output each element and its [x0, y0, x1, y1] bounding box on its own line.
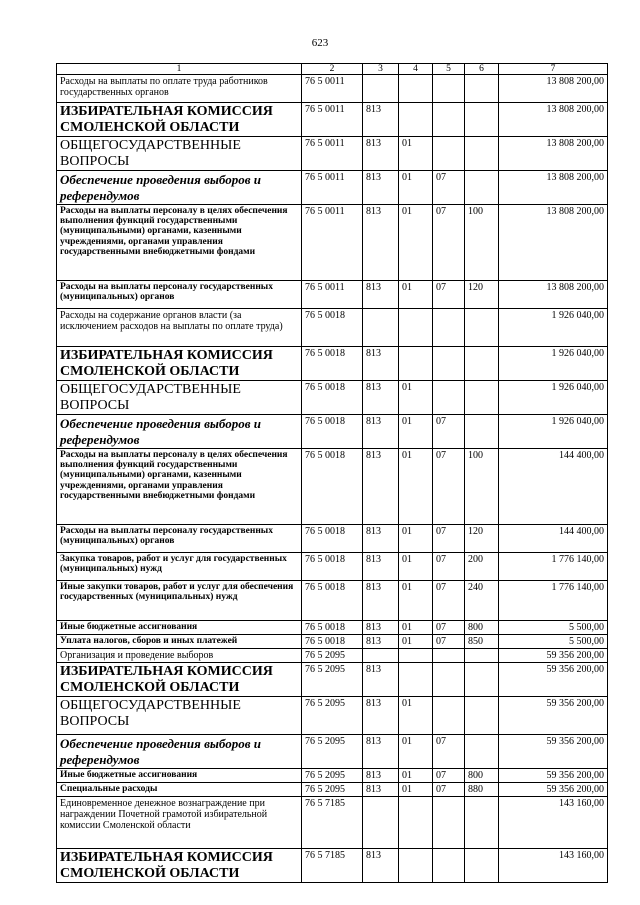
department-code	[363, 797, 399, 849]
section-code: 01	[399, 621, 433, 635]
department-code: 813	[363, 171, 399, 205]
table-row	[57, 449, 608, 525]
section-code	[399, 75, 433, 103]
amount: 13 808 200,00	[499, 103, 608, 137]
table-row	[57, 171, 608, 205]
table-row	[57, 735, 608, 769]
row-description: Расходы на содержание органов власти (за исключением расходов на выплаты по оплате труда)	[57, 309, 302, 347]
department-code: 813	[363, 415, 399, 449]
subsection-code: 07	[433, 621, 465, 635]
amount: 13 808 200,00	[499, 281, 608, 309]
row-description: ОБЩЕГОСУДАРСТВЕННЫЕ ВОПРОСЫ	[57, 697, 302, 735]
section-code: 01	[399, 581, 433, 621]
row-description: Единовременное денежное вознаграждение при награждении Почетной грамотой избирательной комиссии Смоленской области	[57, 797, 302, 849]
section-code	[399, 309, 433, 347]
row-description: Иные бюджетные ассигнования	[57, 621, 302, 635]
target-article-code: 76 5 0018	[302, 553, 363, 581]
amount: 5 500,00	[499, 635, 608, 649]
row-description: Обеспечение проведения выборов и референдумов	[57, 735, 302, 769]
row-description: Расходы на выплаты по оплате труда работников государственных органов	[57, 75, 302, 103]
amount: 13 808 200,00	[499, 171, 608, 205]
section-code: 01	[399, 281, 433, 309]
row-description: Иные бюджетные ассигнования	[57, 769, 302, 783]
department-code: 813	[363, 553, 399, 581]
section-code: 01	[399, 171, 433, 205]
expense-type-code	[465, 137, 499, 171]
section-code: 01	[399, 769, 433, 783]
expense-type-code: 100	[465, 205, 499, 281]
table-row	[57, 75, 608, 103]
department-code: 813	[363, 205, 399, 281]
department-code: 813	[363, 525, 399, 553]
table-row	[57, 621, 608, 635]
row-description: Специальные расходы	[57, 783, 302, 797]
expense-type-code: 200	[465, 553, 499, 581]
target-article-code: 76 5 0018	[302, 381, 363, 415]
section-code: 01	[399, 449, 433, 525]
subsection-code: 07	[433, 783, 465, 797]
target-article-code: 76 5 2095	[302, 769, 363, 783]
department-code: 813	[363, 347, 399, 381]
table-row	[57, 581, 608, 621]
table-row	[57, 769, 608, 783]
target-article-code: 76 5 0018	[302, 581, 363, 621]
table-row	[57, 525, 608, 553]
table-row	[57, 649, 608, 663]
subsection-code: 07	[433, 171, 465, 205]
table-row	[57, 415, 608, 449]
expense-type-code	[465, 663, 499, 697]
section-code: 01	[399, 553, 433, 581]
subsection-code	[433, 663, 465, 697]
row-description: Организация и проведение выборов	[57, 649, 302, 663]
subsection-code: 07	[433, 769, 465, 783]
expense-type-code	[465, 75, 499, 103]
expense-type-code	[465, 103, 499, 137]
amount: 143 160,00	[499, 849, 608, 883]
amount: 13 808 200,00	[499, 137, 608, 171]
department-code: 813	[363, 449, 399, 525]
department-code	[363, 309, 399, 347]
section-code: 01	[399, 381, 433, 415]
amount: 144 400,00	[499, 525, 608, 553]
row-description: Расходы на выплаты персоналу государственных (муниципальных) органов	[57, 281, 302, 309]
target-article-code: 76 5 0018	[302, 309, 363, 347]
amount: 59 356 200,00	[499, 697, 608, 735]
column-number: 6	[465, 64, 499, 75]
subsection-code	[433, 75, 465, 103]
amount: 1 776 140,00	[499, 553, 608, 581]
amount: 13 808 200,00	[499, 75, 608, 103]
row-description: Обеспечение проведения выборов и референдумов	[57, 415, 302, 449]
expense-type-code	[465, 415, 499, 449]
section-code: 01	[399, 697, 433, 735]
table-row	[57, 309, 608, 347]
column-number: 3	[363, 64, 399, 75]
department-code: 813	[363, 663, 399, 697]
expense-type-code	[465, 735, 499, 769]
subsection-code: 07	[433, 281, 465, 309]
section-code: 01	[399, 635, 433, 649]
subsection-code	[433, 381, 465, 415]
table-row	[57, 663, 608, 697]
amount: 59 356 200,00	[499, 783, 608, 797]
page-number: 623	[311, 37, 329, 49]
department-code: 813	[363, 697, 399, 735]
table-row	[57, 137, 608, 171]
department-code: 813	[363, 635, 399, 649]
amount: 59 356 200,00	[499, 769, 608, 783]
table-row	[57, 103, 608, 137]
subsection-code	[433, 137, 465, 171]
subsection-code	[433, 103, 465, 137]
department-code	[363, 649, 399, 663]
section-code	[399, 649, 433, 663]
column-number: 5	[433, 64, 465, 75]
row-description: ОБЩЕГОСУДАРСТВЕННЫЕ ВОПРОСЫ	[57, 137, 302, 171]
table-row	[57, 635, 608, 649]
expense-type-code: 880	[465, 783, 499, 797]
department-code: 813	[363, 621, 399, 635]
expense-type-code: 120	[465, 281, 499, 309]
row-description: Обеспечение проведения выборов и референдумов	[57, 171, 302, 205]
budget-table	[56, 63, 608, 883]
amount: 1 776 140,00	[499, 581, 608, 621]
subsection-code	[433, 849, 465, 883]
target-article-code: 76 5 2095	[302, 697, 363, 735]
section-code	[399, 347, 433, 381]
target-article-code: 76 5 2095	[302, 663, 363, 697]
table-row	[57, 205, 608, 281]
amount: 59 356 200,00	[499, 663, 608, 697]
target-article-code: 76 5 0018	[302, 635, 363, 649]
expense-type-code	[465, 649, 499, 663]
column-number-row	[57, 64, 608, 75]
row-description: Уплата налогов, сборов и иных платежей	[57, 635, 302, 649]
department-code: 813	[363, 381, 399, 415]
target-article-code: 76 5 0018	[302, 621, 363, 635]
expense-type-code	[465, 171, 499, 205]
department-code: 813	[363, 769, 399, 783]
subsection-code	[433, 309, 465, 347]
target-article-code: 76 5 0018	[302, 415, 363, 449]
target-article-code: 76 5 0018	[302, 347, 363, 381]
target-article-code: 76 5 0018	[302, 525, 363, 553]
table-row	[57, 697, 608, 735]
row-description: ИЗБИРАТЕЛЬНАЯ КОМИССИЯ СМОЛЕНСКОЙ ОБЛАСТИ	[57, 849, 302, 883]
amount: 59 356 200,00	[499, 735, 608, 769]
department-code: 813	[363, 137, 399, 171]
target-article-code: 76 5 0011	[302, 137, 363, 171]
table-row	[57, 347, 608, 381]
expense-type-code: 120	[465, 525, 499, 553]
subsection-code	[433, 797, 465, 849]
subsection-code: 07	[433, 735, 465, 769]
expense-type-code: 240	[465, 581, 499, 621]
amount: 144 400,00	[499, 449, 608, 525]
target-article-code: 76 5 2095	[302, 783, 363, 797]
column-number: 7	[499, 64, 608, 75]
subsection-code: 07	[433, 205, 465, 281]
department-code: 813	[363, 783, 399, 797]
target-article-code: 76 5 0011	[302, 171, 363, 205]
row-description: ОБЩЕГОСУДАРСТВЕННЫЕ ВОПРОСЫ	[57, 381, 302, 415]
section-code: 01	[399, 415, 433, 449]
column-number: 4	[399, 64, 433, 75]
table-row	[57, 849, 608, 883]
department-code: 813	[363, 581, 399, 621]
expense-type-code	[465, 849, 499, 883]
row-description: ИЗБИРАТЕЛЬНАЯ КОМИССИЯ СМОЛЕНСКОЙ ОБЛАСТИ	[57, 347, 302, 381]
amount: 59 356 200,00	[499, 649, 608, 663]
target-article-code: 76 5 0011	[302, 205, 363, 281]
expense-type-code: 100	[465, 449, 499, 525]
department-code: 813	[363, 281, 399, 309]
section-code	[399, 103, 433, 137]
subsection-code: 07	[433, 581, 465, 621]
section-code: 01	[399, 137, 433, 171]
section-code: 01	[399, 735, 433, 769]
department-code	[363, 75, 399, 103]
column-number: 1	[57, 64, 302, 75]
subsection-code: 07	[433, 525, 465, 553]
amount: 143 160,00	[499, 797, 608, 849]
department-code: 813	[363, 849, 399, 883]
subsection-code: 07	[433, 449, 465, 525]
section-code	[399, 849, 433, 883]
target-article-code: 76 5 0011	[302, 103, 363, 137]
row-description: Расходы на выплаты персоналу государственных (муниципальных) органов	[57, 525, 302, 553]
subsection-code	[433, 697, 465, 735]
department-code: 813	[363, 735, 399, 769]
amount: 1 926 040,00	[499, 309, 608, 347]
subsection-code: 07	[433, 635, 465, 649]
section-code	[399, 663, 433, 697]
table-row	[57, 281, 608, 309]
amount: 13 808 200,00	[499, 205, 608, 281]
expense-type-code: 800	[465, 621, 499, 635]
target-article-code: 76 5 7185	[302, 797, 363, 849]
amount: 1 926 040,00	[499, 415, 608, 449]
row-description: ИЗБИРАТЕЛЬНАЯ КОМИССИЯ СМОЛЕНСКОЙ ОБЛАСТИ	[57, 103, 302, 137]
expense-type-code	[465, 797, 499, 849]
column-number: 2	[302, 64, 363, 75]
subsection-code: 07	[433, 553, 465, 581]
row-description: Иные закупки товаров, работ и услуг для обеспечения государственных (муниципальных) нужд	[57, 581, 302, 621]
table-row	[57, 553, 608, 581]
expense-type-code	[465, 381, 499, 415]
amount: 1 926 040,00	[499, 347, 608, 381]
amount: 1 926 040,00	[499, 381, 608, 415]
subsection-code	[433, 649, 465, 663]
target-article-code: 76 5 0018	[302, 449, 363, 525]
subsection-code	[433, 347, 465, 381]
expense-type-code: 800	[465, 769, 499, 783]
expense-type-code	[465, 309, 499, 347]
target-article-code: 76 5 0011	[302, 75, 363, 103]
target-article-code: 76 5 2095	[302, 735, 363, 769]
row-description: Расходы на выплаты персоналу в целях обеспечения выполнения функций государственными (муниципальными) органами, казенными учреждениями, органами управления государственными внебюджетными фондами	[57, 449, 302, 525]
amount: 5 500,00	[499, 621, 608, 635]
expense-type-code	[465, 697, 499, 735]
target-article-code: 76 5 0011	[302, 281, 363, 309]
row-description: Закупка товаров, работ и услуг для государственных (муниципальных) нужд	[57, 553, 302, 581]
section-code: 01	[399, 525, 433, 553]
subsection-code: 07	[433, 415, 465, 449]
row-description: ИЗБИРАТЕЛЬНАЯ КОМИССИЯ СМОЛЕНСКОЙ ОБЛАСТИ	[57, 663, 302, 697]
section-code	[399, 797, 433, 849]
table-row	[57, 783, 608, 797]
row-description: Расходы на выплаты персоналу в целях обеспечения выполнения функций государственными (муниципальными) органами, казенными учреждениями, органами управления государственными внебюджетными фондами	[57, 205, 302, 281]
section-code: 01	[399, 205, 433, 281]
target-article-code: 76 5 2095	[302, 649, 363, 663]
expense-type-code	[465, 347, 499, 381]
table-row	[57, 381, 608, 415]
department-code: 813	[363, 103, 399, 137]
section-code: 01	[399, 783, 433, 797]
expense-type-code: 850	[465, 635, 499, 649]
target-article-code: 76 5 7185	[302, 849, 363, 883]
table-row	[57, 797, 608, 849]
